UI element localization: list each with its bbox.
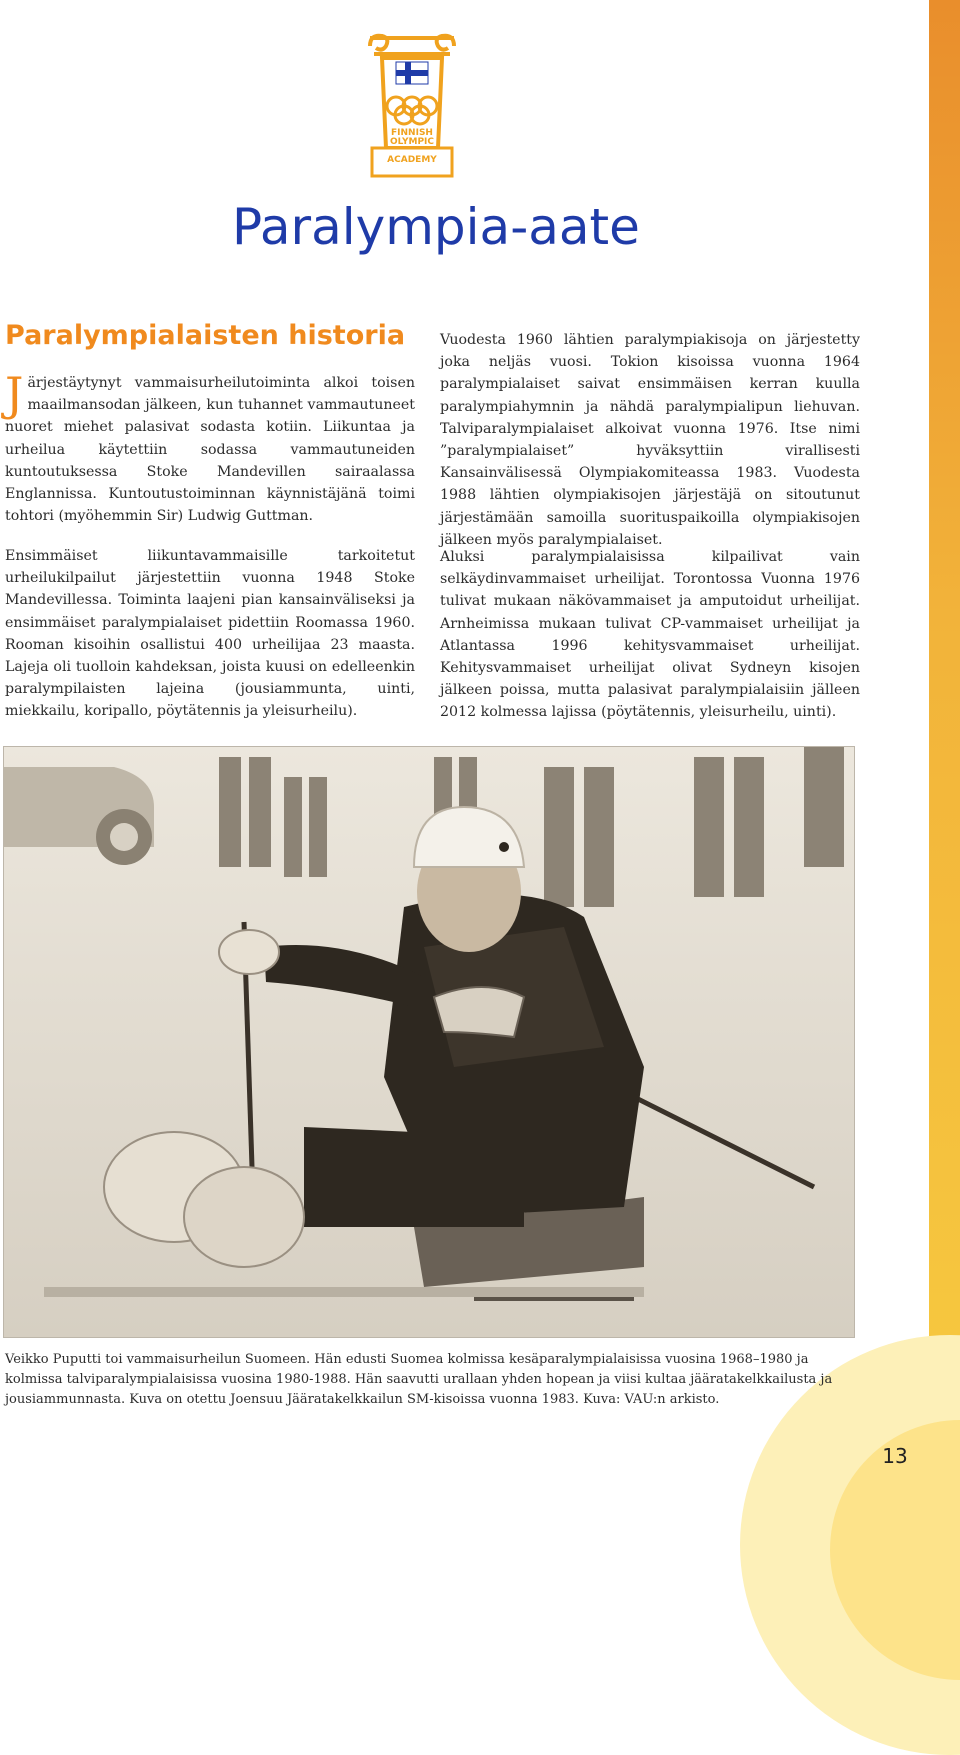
left-column bbox=[5, 367, 415, 527]
side-accent-stripe bbox=[929, 0, 960, 1536]
page-number: 13 bbox=[882, 1444, 908, 1468]
paragraph-2: Ensimmäiset liikuntavammaisille tarkoitetut urheilukilpailut järjestettiin vuonna 1948 Stoke Mandevillessa. Toiminta laajeni pian kansainväliseksi ja ensimmäiset paralympialaiset pidettiin Roomassa 1960. Rooman kisoihin osallistui 400 urheilijaa 23 maasta. Lajeja oli tuolloin kahdeksan, joista kuusi on edelleenkin paralympilaisten lajeina (jousiammunta, uinti, miekkailu, koripallo, pöytätennis ja yleisurheilu). bbox=[5, 548, 415, 720]
paragraph-1 bbox=[5, 367, 415, 527]
paragraph-1-text: ärjestäytynyt vammaisurheilutoiminta alkoi toisen maailmansodan jälkeen, kun tuhannet vammautuneet nuoret miehet palasivat sodasta kotiin. Liikuntaa ja urheilua käytettiin sodassa vammautuneiden kuntoutuksessa Stoke Mandevillen sairaalassa Englannissa. Kuntoutustoiminnan käynnistäjänä toimi tohtori (myöhemmin Sir) Ludwig Guttman. bbox=[5, 375, 415, 525]
logo-text-line2: OLYMPIC bbox=[389, 137, 435, 147]
right-column-lower bbox=[440, 546, 860, 724]
photo-caption: Veikko Puputti toi vammaisurheilun Suomeen. Hän edusti Suomea kolmissa kesäparalympialaisissa vuosina 1968–1980 ja kolmissa talviparalympialaisissa vuosina 1980-1988. Hän saavutti urallaan yhden hopean ja viisi kultaa jääratakelkkailusta ja jousiammunnasta. Kuva on otettu Joensuu Jääratakelkkailun SM-kisoissa vuonna 1983. Kuva: VAU:n arkisto. bbox=[5, 1352, 833, 1407]
finnish-olympic-academy-logo bbox=[360, 30, 464, 180]
page-title: Paralympia-aate bbox=[232, 198, 640, 256]
section-heading: Paralympialaisten historia bbox=[5, 320, 406, 351]
sledge-skier-photo bbox=[3, 746, 855, 1338]
paragraph-3: Vuodesta 1960 lähtien paralympiakisoja on järjestetty joka neljäs vuosi. Tokion kisoissa vuonna 1964 paralympialaiset saivat ensimmäisen kerran kuulla paralympiahymnin ja nähdä paralympialipun liehuvan. Talviparalympialaiset alkoivat vuonna 1976. Itse nimi ”paralympialaiset” hyväksyttiin virallisesti Kansainvälisessä Olympiakomiteassa 1983. Vuodesta 1988 lähtien olympiakisojen järjestäjä on sitoutunut järjestämään samoilla suorituspaikoilla olympiakisojen jälkeen myös paralympialaiset. bbox=[440, 332, 860, 548]
logo-text-line1: FINNISH bbox=[391, 128, 433, 138]
left-column-lower bbox=[5, 545, 415, 723]
right-column bbox=[440, 329, 860, 551]
logo-text-line3: ACADEMY bbox=[387, 155, 437, 165]
drop-cap: J bbox=[5, 367, 24, 421]
paragraph-4: Aluksi paralympialaisissa kilpailivat vain selkäydinvammaiset urheilijat. Torontossa Vuonna 1976 tulivat mukaan näkövammaiset ja amputoidut urheilijat. Arnheimissa mukaan tulivat CP-vammaiset urheilijat ja Atlantassa 1996 kehitysvammaiset urheilijat. Kehitysvammaiset urheilijat olivat Sydneyn kisojen jälkeen poissa, mutta palasivat paralympialaisiin jälleen 2012 kolmessa lajissa (pöytätennis, yleisurheilu, uinti). bbox=[440, 549, 860, 721]
